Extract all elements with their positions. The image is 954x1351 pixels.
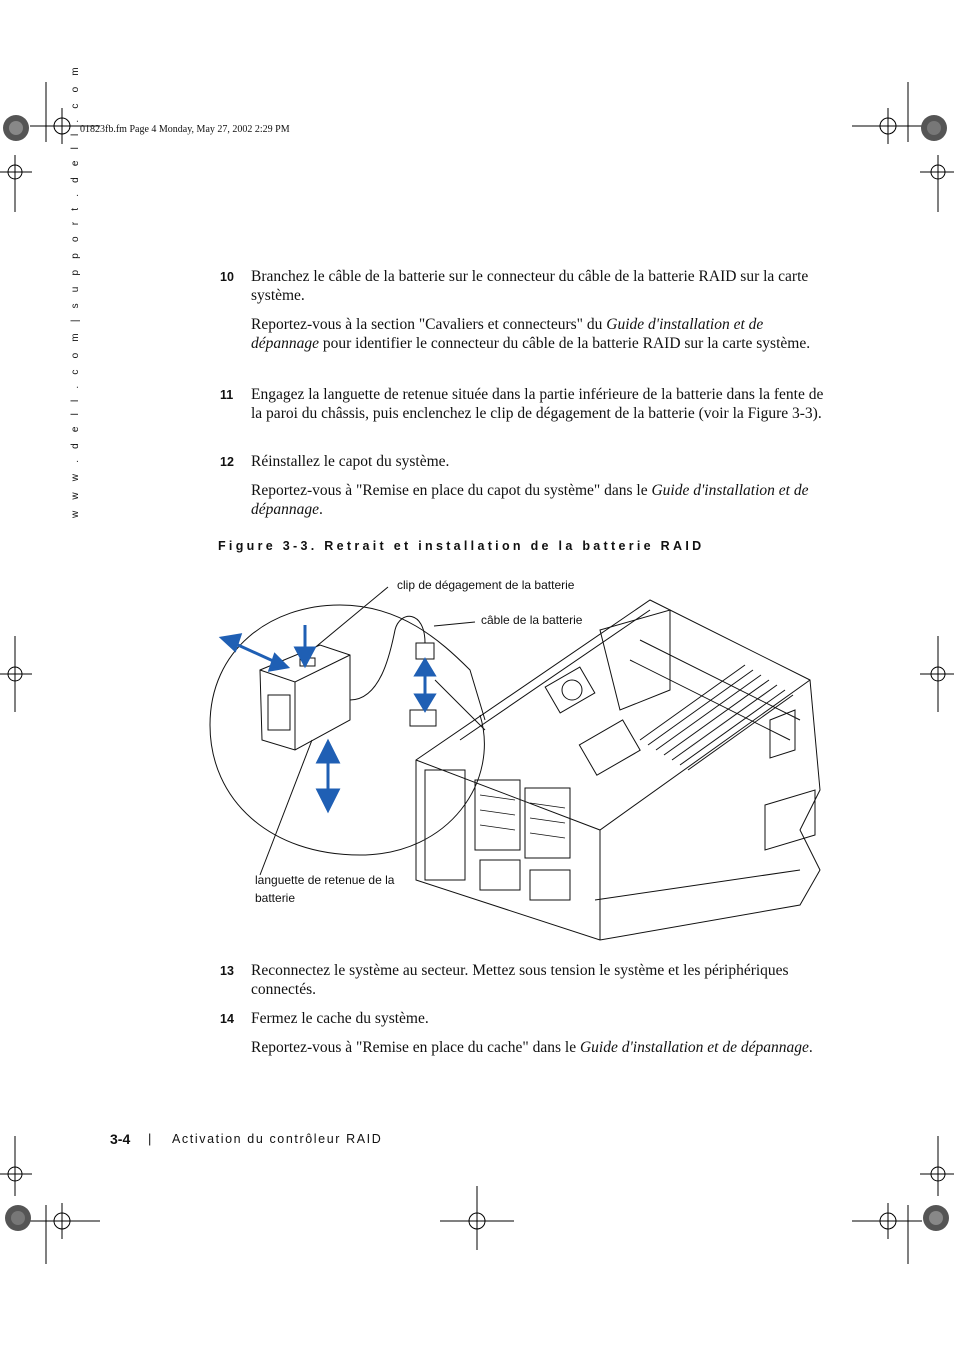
step-12-note <box>251 481 826 519</box>
footer-separator: | <box>148 1131 152 1146</box>
step-text: Fermez le cache du système. <box>251 1010 429 1027</box>
note-text: pour identifier le connecteur du câble de la batterie RAID sur la carte système. <box>319 335 811 352</box>
callout-release-clip: clip de dégagement de la batterie <box>397 578 575 592</box>
callout-battery-cable: câble de la batterie <box>481 613 583 627</box>
step-12 <box>220 452 825 471</box>
step-text: Branchez le câble de la batterie sur le connecteur du câble de la batterie RAID sur la carte système. <box>251 268 809 304</box>
step-text: Reconnectez le système au secteur. Mettez sous tension le système et les périphériques connectés. <box>251 962 789 998</box>
note-text: Reportez-vous à "Remise en place du capot du système" dans le <box>251 482 652 499</box>
step-number: 14 <box>220 1012 234 1026</box>
step-10-note <box>251 315 826 353</box>
chapter-title: Activation du contrôleur RAID <box>172 1132 383 1146</box>
step-14 <box>220 1009 825 1028</box>
guide-reference: Guide d'installation et de dépannage <box>251 482 809 518</box>
guide-reference: Guide d'installation et de dépannage <box>579 1039 809 1056</box>
step-11 <box>220 385 825 423</box>
callout-retention-tab: languette de retenue de la batterie <box>255 873 395 905</box>
page-number: 3-4 <box>110 1131 131 1147</box>
sidebar-url: w w w . d e l l . c o m | s u p p o r t . d e l l . c o m <box>70 63 81 518</box>
step-number: 10 <box>220 270 234 284</box>
step-text: Engagez la languette de retenue située dans la partie inférieure de la batterie dans la fente de la paroi du châssis, puis enclenchez le clip de dégagement de la batterie (voir la Figure 3-3). <box>251 386 824 422</box>
step-number: 11 <box>220 388 234 402</box>
figure-title: Figure 3-3. Retrait et installation de la batterie RAID <box>218 539 705 553</box>
step-text: Réinstallez le capot du système. <box>251 453 450 470</box>
note-text: Reportez-vous à la section "Cavaliers et connecteurs" du <box>251 316 607 333</box>
step-13 <box>220 961 825 999</box>
guide-reference: Guide d'installation et de dépannage <box>251 316 764 352</box>
step-number: 13 <box>220 964 234 978</box>
note-text: Reportez-vous à "Remise en place du cache" dans le <box>251 1039 580 1056</box>
note-text: . <box>808 1039 813 1056</box>
file-info-header: 01823fb.fm Page 4 Monday, May 27, 2002 2:29 PM <box>80 124 290 135</box>
step-10 <box>220 267 825 305</box>
step-14-note <box>251 1038 826 1057</box>
note-text: . <box>319 501 323 518</box>
step-number: 12 <box>220 455 234 469</box>
